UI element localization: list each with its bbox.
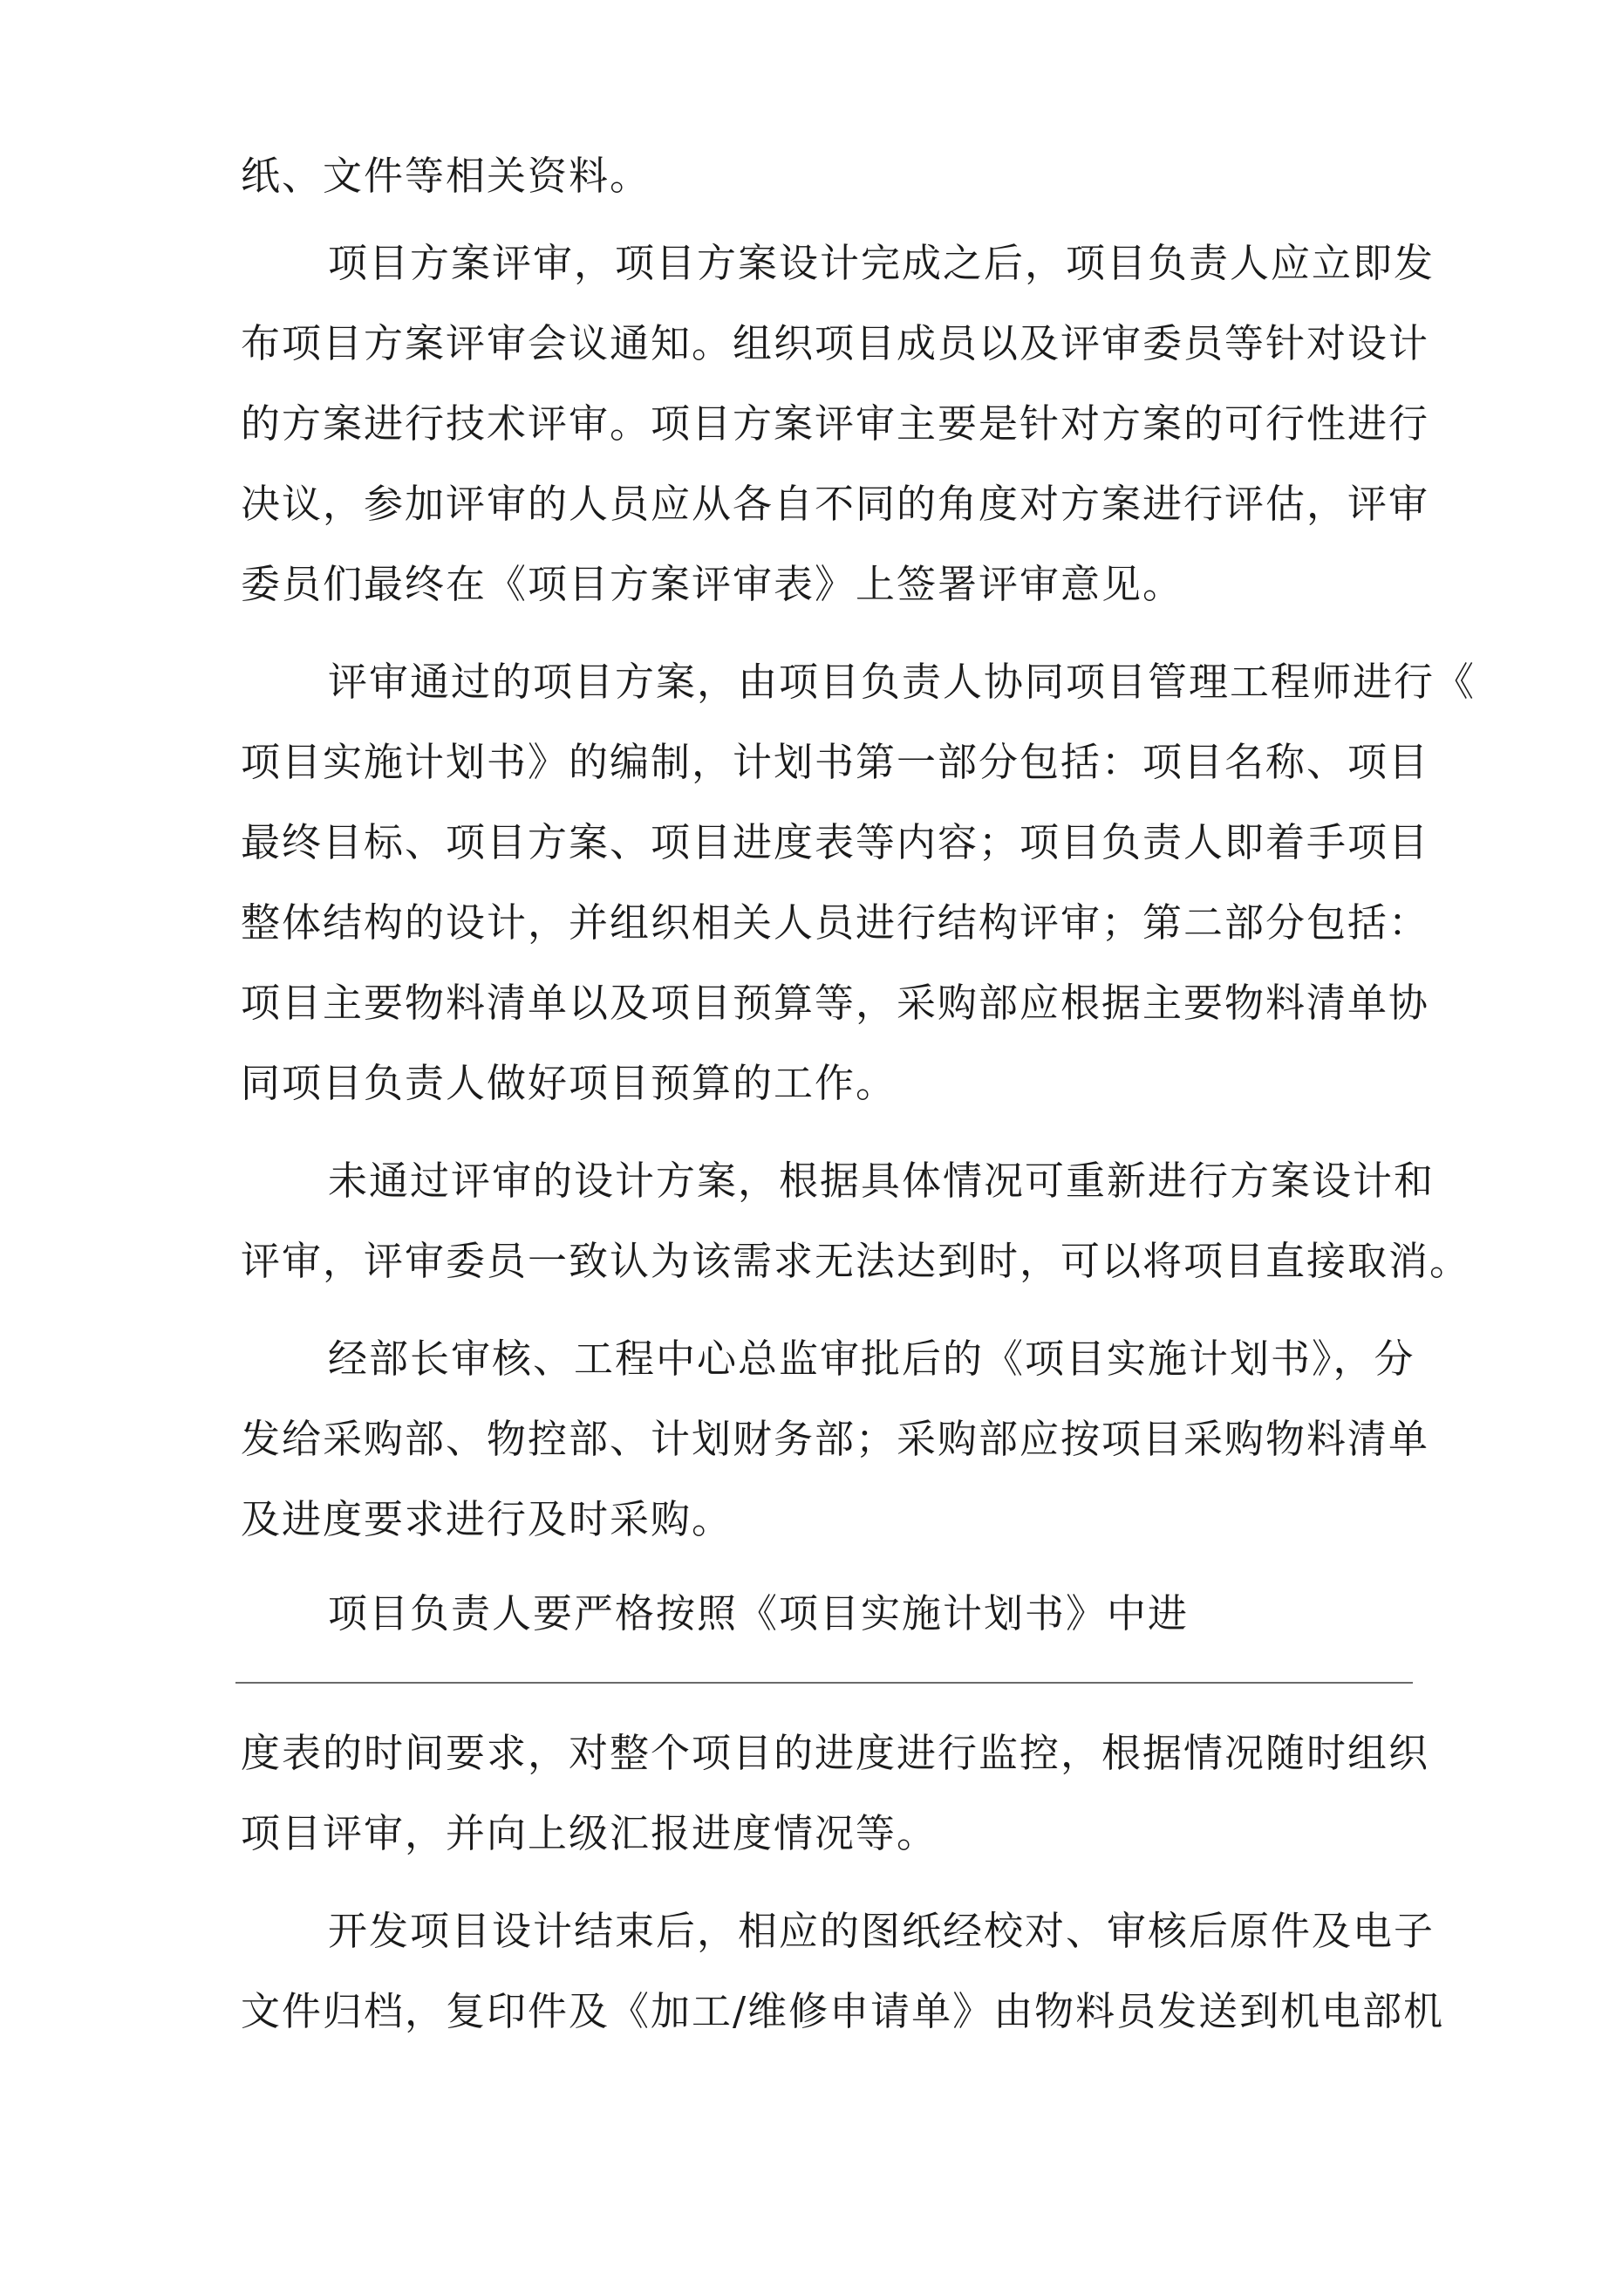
paragraph-first-line: 未通过评审的设计方案，根据具体情况可重新进行方案设计和 (328, 1158, 1435, 1204)
text-line: 度表的时间要求，对整个项目的进度进行监控，根据情况随时组织 (241, 1730, 1430, 1776)
text-line: 整体结构的设计，并组织相关人员进行结构评审；第二部分包括： (241, 899, 1430, 946)
text-line: 评审，评审委员一致认为该需求无法达到时，可以将项目直接取消。 (241, 1238, 1471, 1284)
paragraph-first-line: 项目负责人要严格按照《项目实施计划书》中进 (328, 1590, 1190, 1637)
paragraph-first-line: 经部长审核、工程中心总监审批后的《项目实施计划书》，分 (328, 1336, 1415, 1382)
text-line: 文件归档，复印件及《加工/维修申请单》由物料员发送到机电部机 (241, 1988, 1445, 2034)
text-line: 同项目负责人做好项目预算的工作。 (241, 1060, 897, 1106)
text-line: 项目实施计划书》的编制，计划书第一部分包括：项目名称、项目 (241, 739, 1430, 785)
page-break-divider (235, 1682, 1413, 1684)
text-line: 纸、文件等相关资料。 (241, 153, 651, 199)
text-line: 项目主要物料清单以及项目预算等，采购部应根据主要物料清单协 (241, 980, 1430, 1026)
text-line: 及进度要求进行及时采购。 (241, 1496, 733, 1542)
paragraph-first-line: 开发项目设计结束后，相应的图纸经校对、审核后原件及电子 (328, 1908, 1435, 1954)
paragraph-first-line: 评审通过的项目方案，由项目负责人协同项目管理工程师进行《 (328, 659, 1476, 705)
text-line: 决议，参加评审的人员应从各自不同的角度对方案进行评估，评审 (241, 481, 1430, 527)
text-line: 布项目方案评审会议通知。组织项目成员以及评审委员等针对设计 (241, 320, 1430, 366)
paragraph-first-line: 项目方案评审，项目方案设计完成之后，项目负责人应立即发 (328, 240, 1435, 286)
text-line: 委员们最终在《项目方案评审表》上签署评审意见。 (241, 561, 1184, 607)
text-line: 的方案进行技术评审。项目方案评审主要是针对方案的可行性进行 (241, 400, 1430, 447)
text-line: 项目评审，并向上级汇报进度情况等。 (241, 1810, 938, 1856)
text-line: 最终目标、项目方案、项目进度表等内容；项目负责人即着手项目 (241, 819, 1430, 865)
text-line: 发给采购部、物控部、计划财务部；采购部应按项目采购物料清单 (241, 1416, 1430, 1462)
